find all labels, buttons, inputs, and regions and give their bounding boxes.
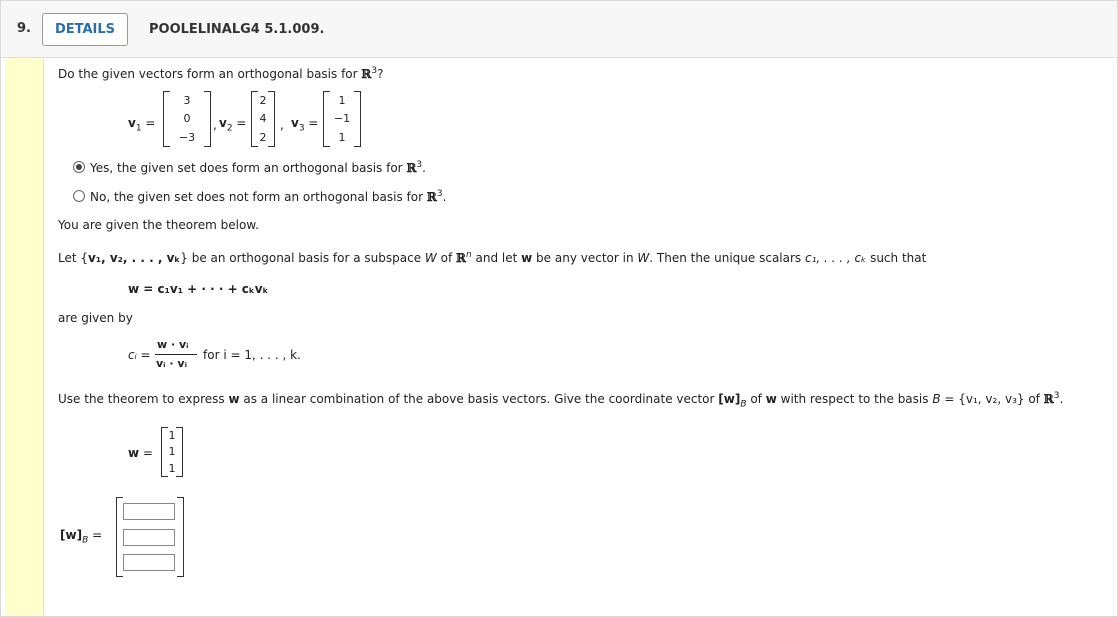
- v2-matrix: [251, 91, 275, 147]
- v1-entry: −3: [178, 131, 196, 145]
- theorem-intro: You are given the theorem below.: [58, 218, 259, 232]
- w-label: w =: [128, 446, 153, 460]
- v2-entry: 4: [259, 112, 267, 126]
- option-no-radio[interactable]: [73, 190, 85, 202]
- v3-entry: 1: [338, 131, 346, 145]
- question-code: POOLELINALG4 5.1.009.: [149, 22, 325, 37]
- answer-label: $[w]_B$ =: [60, 528, 103, 546]
- w-matrix: [161, 427, 183, 477]
- v2-entry: 2: [259, 131, 267, 145]
- w-entry: 1: [168, 445, 176, 459]
- answer-input-1[interactable]: [123, 503, 175, 520]
- fraction-numerator: w · vᵢ: [157, 338, 189, 351]
- option-yes-label[interactable]: Yes, the given set does form an orthogonal basis for ℝ$^3$.: [90, 160, 426, 175]
- details-button[interactable]: DETAILS: [42, 13, 128, 46]
- v3-label: $v_3$ =: [291, 116, 319, 134]
- v1-entry: 3: [183, 93, 191, 107]
- question-prompt: Do the given vectors form an orthogonal basis for ℝ$^3$?: [58, 66, 384, 81]
- v2-label: $v_2$ =: [219, 116, 247, 134]
- linear-combination-formula: w = c₁v₁ + · · · + cₖvₖ: [128, 282, 269, 296]
- v1-matrix: [163, 91, 211, 147]
- answer-input-3[interactable]: [123, 554, 175, 571]
- question-content: [1, 1, 1117, 616]
- answer-input-2[interactable]: [123, 529, 175, 546]
- for-range: for i = 1, . . . , k.: [203, 348, 301, 362]
- task-statement: Use the theorem to express w as a linear combination of the above basis vectors. Give the coordinate vector $[w]_B$ of w with respect to the basis B = {v₁, v₂, v₃} of ℝ$^3$.: [58, 391, 1064, 410]
- v3-entry: −1: [333, 112, 351, 126]
- v1-label: $v_1$ =: [128, 116, 156, 134]
- theorem-statement: Let {v₁, v₂, . . . , vₖ} be an orthogonal basis for a subspace W of ℝ$^n$ and let w be any vector in W. Then the unique scalars c₁, . . . , cₖ such that: [58, 250, 927, 265]
- w-entry: 1: [168, 428, 176, 442]
- comma: ,: [280, 118, 284, 132]
- fraction-denominator: vᵢ · vᵢ: [156, 357, 188, 370]
- fraction-bar: [155, 354, 197, 355]
- v2-entry: 2: [259, 93, 267, 107]
- v1-entry: 0: [183, 112, 191, 126]
- v3-entry: 1: [338, 93, 346, 107]
- w-entry: 1: [168, 462, 176, 476]
- option-no-label[interactable]: No, the given set does not form an orthogonal basis for ℝ$^3$.: [90, 189, 447, 204]
- ci-label: cᵢ =: [128, 348, 151, 362]
- comma: ,: [213, 118, 217, 132]
- are-given-by: are given by: [58, 311, 133, 325]
- v3-matrix: [323, 91, 361, 147]
- option-yes-radio[interactable]: [73, 161, 85, 173]
- question-number: 9.: [17, 21, 31, 36]
